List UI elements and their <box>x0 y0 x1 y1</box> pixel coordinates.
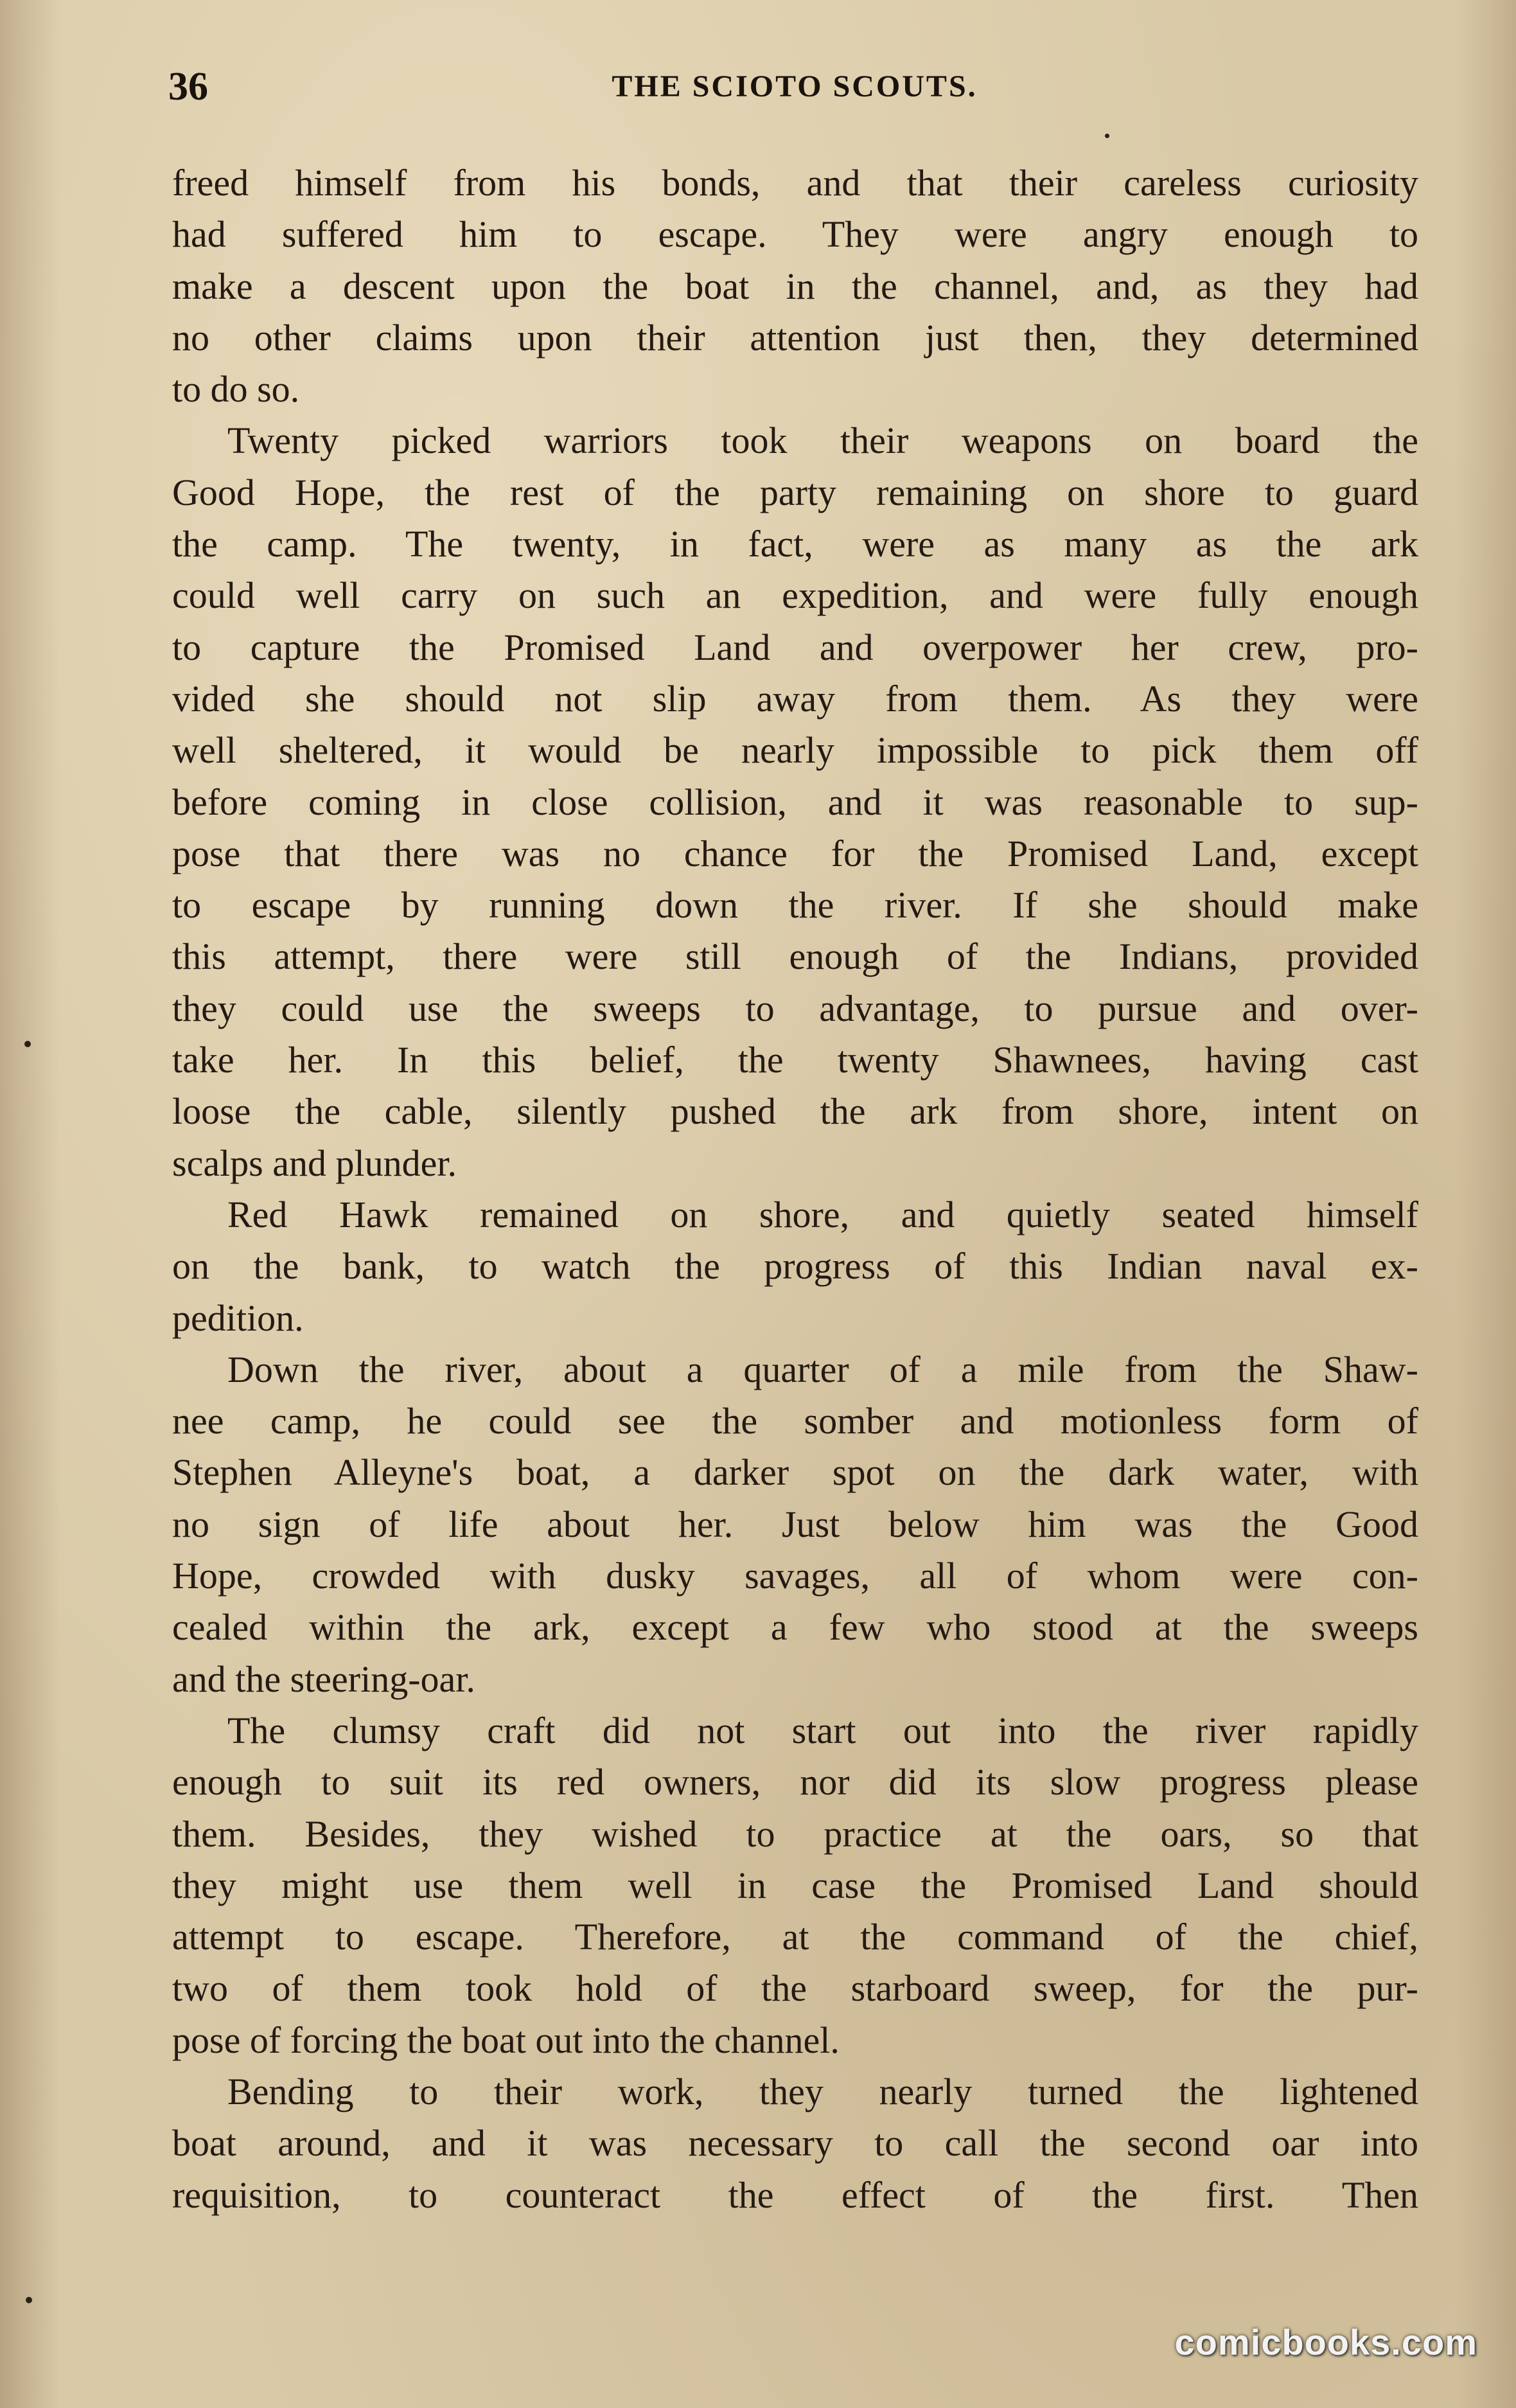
text-line: Good Hope, the rest of the party remaining on shore to guard <box>172 471 1418 513</box>
text-line: make a descent upon the boat in the channel, and, as they had <box>172 265 1418 307</box>
text-line: to escape by running down the river. If she should make <box>172 884 1418 926</box>
text-line: attempt to escape. Therefore, at the command of the chief, <box>172 1916 1418 1958</box>
running-head <box>168 61 1421 112</box>
text-line: Stephen Alleyne's boat, a darker spot on the dark water, with <box>172 1451 1418 1494</box>
body-text <box>172 157 1418 2221</box>
text-line: they could use the sweeps to advantage, to pursue and over- <box>172 987 1418 1029</box>
text-line: well sheltered, it would be nearly impossible to pick them off <box>172 729 1418 772</box>
text-line: freed himself from his bonds, and that their careless curiosity <box>172 162 1418 204</box>
text-line: take her. In this belief, the twenty Shawnees, having cast <box>172 1039 1418 1081</box>
text-line: to do so. <box>172 368 300 411</box>
text-line: the camp. The twenty, in fact, were as many as the ark <box>172 523 1418 565</box>
text-line: enough to suit its red owners, nor did its slow progress please <box>172 1761 1418 1803</box>
ink-speck <box>1105 134 1109 138</box>
text-line: had suffered him to escape. They were angry enough to <box>172 213 1418 256</box>
text-line: cealed within the ark, except a few who stood at the sweeps <box>172 1606 1418 1649</box>
text-line: vided she should not slip away from them. As they were <box>172 677 1418 720</box>
text-line: no other claims upon their attention just then, they determined <box>172 316 1418 359</box>
text-line: could well carry on such an expedition, and were fully enough <box>172 574 1418 617</box>
text-line: Hope, crowded with dusky savages, all of whom were con- <box>172 1555 1418 1597</box>
text-line: nee camp, he could see the somber and motionless form of <box>172 1400 1418 1442</box>
text-line: this attempt, there were still enough of the Indians, provided <box>172 935 1418 978</box>
watermark: comicbooks.com <box>1174 2322 1477 2362</box>
text-line: Red Hawk remained on shore, and quietly seated himself <box>227 1193 1418 1235</box>
text-line: pose that there was no chance for the Promised Land, except <box>172 832 1418 874</box>
text-line: on the bank, to watch the progress of this Indian naval ex- <box>172 1245 1418 1288</box>
text-line: The clumsy craft did not start out into the river rapidly <box>227 1709 1418 1751</box>
text-line: Bending to their work, they nearly turned the lightened <box>227 2070 1418 2112</box>
ink-speck <box>24 1041 31 1047</box>
text-line: pose of forcing the boat out into the channel. <box>172 2019 840 2061</box>
book-title: THE SCIOTO SCOUTS. <box>612 69 978 103</box>
text-line: no sign of life about her. Just below him was the Good <box>172 1503 1418 1545</box>
text-line: Twenty picked warriors took their weapons on board the <box>227 420 1418 462</box>
text-line: requisition, to counteract the effect of the first. Then <box>172 2173 1418 2216</box>
text-line: them. Besides, they wished to practice at the oars, so that <box>172 1812 1418 1855</box>
text-line: to capture the Promised Land and overpower her crew, pro- <box>172 626 1418 668</box>
text-line: scalps and plunder. <box>172 1142 457 1184</box>
text-line: Down the river, about a quarter of a mile from the Shaw- <box>227 1348 1418 1390</box>
text-line: and the steering-oar. <box>172 1658 475 1700</box>
page-number: 36 <box>168 65 208 109</box>
text-line: before coming in close collision, and it was reasonable to sup- <box>172 781 1418 823</box>
text-line: boat around, and it was necessary to call the second oar into <box>172 2122 1418 2165</box>
ink-speck <box>26 2297 32 2303</box>
text-line: loose the cable, silently pushed the ark from shore, intent on <box>172 1090 1418 1133</box>
text-line: two of them took hold of the starboard sweep, for the pur- <box>172 1967 1418 2010</box>
text-line: they might use them well in case the Promised Land should <box>172 1864 1418 1906</box>
text-line: pedition. <box>172 1297 304 1339</box>
